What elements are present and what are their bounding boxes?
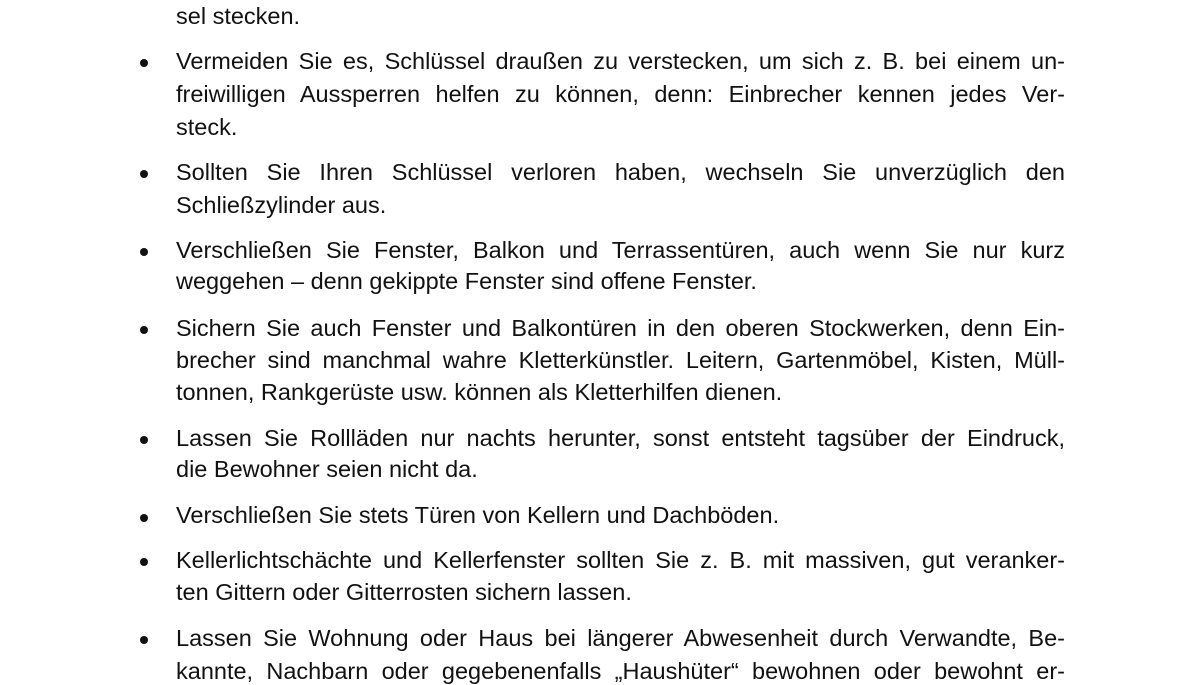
bullet-icon xyxy=(140,170,148,178)
bullet-3-line-1: Verschließen Sie Fenster, Balkon und Terrassentüren, auch wenn Sie nur kurz xyxy=(176,237,1065,263)
bullet-2-line-1: Sollten Sie Ihren Schlüssel verloren haben, wechseln Sie unverzüglich den xyxy=(176,159,1065,185)
bullet-7-line-1: Kellerlichtschächte und Kellerfenster sollten Sie z. B. mit massiven, gut veranker- xyxy=(176,547,1065,573)
bullet-1-line-3: steck. xyxy=(176,114,238,140)
bullet-4-line-2: brecher sind manchmal wahre Kletterkünstler. Leitern, Gartenmöbel, Kisten, Müll- xyxy=(176,347,1065,373)
bullet-icon xyxy=(140,558,148,566)
bullet-6-line-1: Verschließen Sie stets Türen von Kellern und Dachböden. xyxy=(176,502,780,528)
bullet-icon xyxy=(140,636,148,644)
bullet-4-line-1: Sichern Sie auch Fenster und Balkontüren in den oberen Stockwerken, denn Ein- xyxy=(176,315,1065,341)
bullet-icon xyxy=(140,514,148,522)
bullet-7-line-2: ten Gittern oder Gitterrosten sichern lassen. xyxy=(176,579,632,605)
bullet-icon xyxy=(140,59,148,67)
bullet-2-line-2: Schließzylinder aus. xyxy=(176,192,387,218)
bullet-8-line-1: Lassen Sie Wohnung oder Haus bei längerer Abwesenheit durch Verwandte, Be- xyxy=(176,625,1065,651)
bullet-3-line-2: weggehen – denn gekippte Fenster sind offene Fenster. xyxy=(176,268,757,294)
bullet-5-line-2: die Bewohner seien nicht da. xyxy=(176,456,478,482)
bullet-1-line-1: Vermeiden Sie es, Schlüssel draußen zu verstecken, um sich z. B. bei einem un- xyxy=(176,48,1065,74)
bullet-1-line-2: freiwilligen Aussperren helfen zu können, denn: Einbrecher kennen jedes Ver- xyxy=(176,81,1065,107)
bullet-icon xyxy=(140,436,148,444)
bullet-5-line-1: Lassen Sie Rollläden nur nachts herunter, sonst entsteht tagsüber der Eindruck, xyxy=(176,425,1065,451)
bullet-8-line-2: kannte, Nachbarn oder gegebenenfalls „Haushüter“ bewohnen oder bewohnt er- xyxy=(176,658,1065,684)
bullet-icon xyxy=(140,248,148,256)
bullet-4-line-3: tonnen, Rankgerüste usw. können als Kletterhilfen dienen. xyxy=(176,379,783,405)
continuation-line: sel stecken. xyxy=(176,3,301,29)
bullet-icon xyxy=(140,326,148,334)
